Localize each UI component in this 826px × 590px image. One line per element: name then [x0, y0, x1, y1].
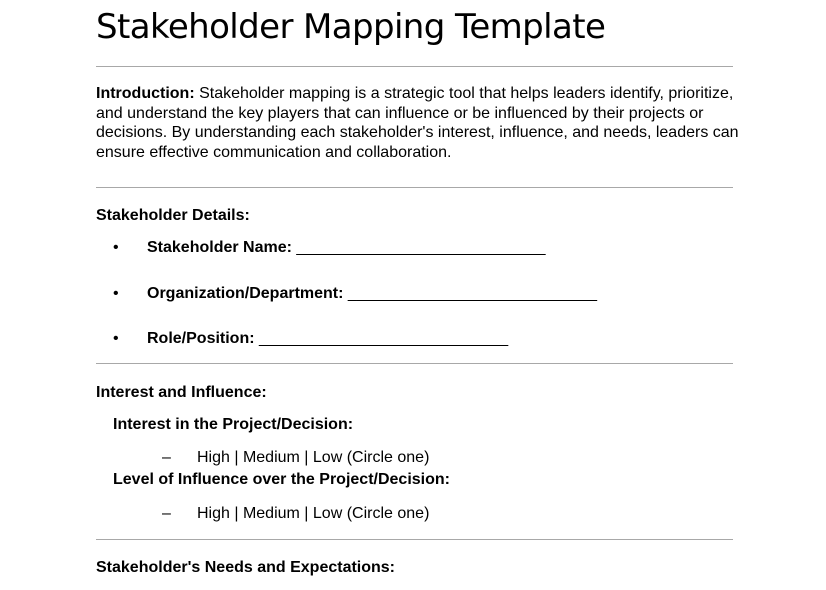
field-label: Stakeholder Name:: [147, 239, 292, 256]
introduction-label: Introduction:: [96, 85, 195, 102]
divider: [96, 539, 733, 540]
divider: [96, 363, 733, 364]
bullet-icon: •: [113, 285, 119, 302]
needs-heading: Stakeholder's Needs and Expectations:: [96, 559, 396, 576]
field-label: Organization/Department:: [147, 285, 344, 302]
dash-icon: –: [162, 505, 171, 522]
introduction-paragraph: [96, 84, 746, 162]
interest-label: Interest in the Project/Decision:: [113, 416, 354, 433]
influence-options: [162, 504, 429, 524]
introduction-text: Stakeholder mapping is a strategic tool that helps leaders identify, prioritize, and understand the key players that can influence or be influenced by their projects or decisions. By understanding each stakeholder's interest, influence, and needs, leaders can ensure effective communication and collaboration.: [96, 85, 739, 161]
organization-field: [113, 284, 597, 304]
interest-options: [162, 448, 429, 468]
bullet-icon: •: [113, 239, 119, 256]
page-title: Stakeholder Mapping Template: [96, 7, 606, 47]
blank-line: ____________________________: [343, 285, 598, 302]
dash-icon: –: [162, 449, 171, 466]
divider: [96, 187, 733, 188]
blank-line: ____________________________: [291, 239, 546, 256]
stakeholder-details-heading: Stakeholder Details:: [96, 207, 250, 224]
options-text: High | Medium | Low (Circle one): [197, 449, 430, 466]
bullet-icon: •: [113, 330, 119, 347]
divider: [96, 66, 733, 67]
role-field: [113, 329, 508, 349]
interest-influence-heading: Interest and Influence:: [96, 384, 267, 401]
options-text: High | Medium | Low (Circle one): [197, 505, 430, 522]
blank-line: ____________________________: [254, 330, 509, 347]
influence-label: Level of Influence over the Project/Decision:: [113, 471, 450, 488]
field-label: Role/Position:: [147, 330, 255, 347]
stakeholder-name-field: [113, 238, 546, 258]
